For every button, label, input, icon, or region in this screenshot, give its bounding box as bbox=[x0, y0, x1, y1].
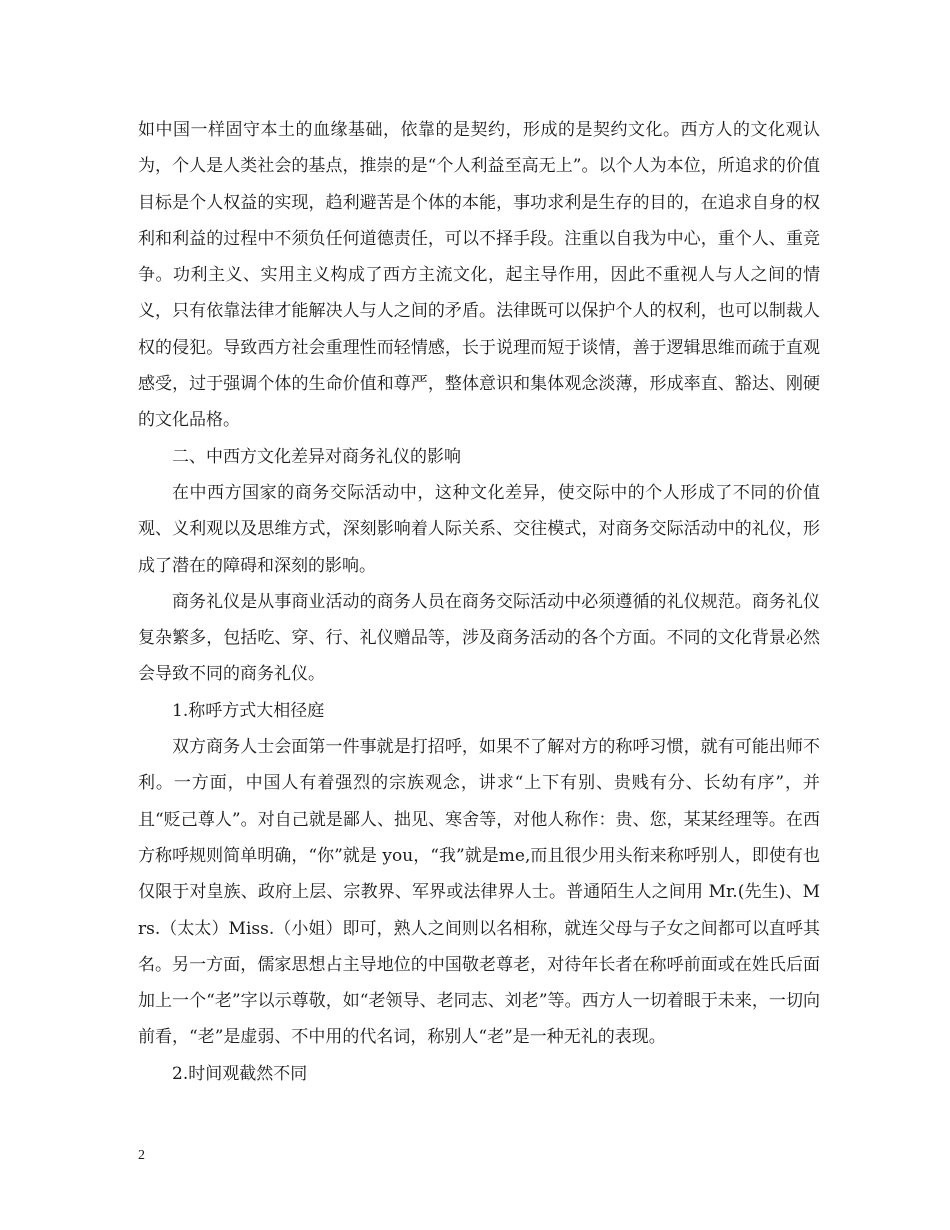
page-number: 2 bbox=[138, 1148, 145, 1163]
paragraph-continued: 如中国一样固守本土的血缘基础，依靠的是契约，形成的是契约文化。西方人的文化观认为，个人是人类社会的基点，推崇的是“个人利益至高无上”。以个人为本位，所追求的价值目标是个人权益的实现，趋利避苦是个体的本能，事功求利是生存的目的，在追求自身的权利和利益的过程中不须负任何道德责任，可以不择手段。注重以自我为中心，重个人、重竞争。功利主义、实用主义构成了西方主流文化，起主导作用，因此不重视人与人之间的情义，只有依靠法律才能解决人与人之间的矛盾。法律既可以保护个人的权利，也可以制裁人权的侵犯。导致西方社会重理性而轻情感，长于说理而短于谈情，善于逻辑思维而疏于直观感受，过于强调个体的生命价值和尊严，整体意识和集体观念淡薄，形成率直、豁达、刚硬的文化品格。 bbox=[138, 120, 820, 431]
paragraph: 在中西方国家的商务交际活动中，这种文化差异，使交际中的个人形成了不同的价值观、义利观以及思维方式，深刻影响着人际关系、交往模式，对商务交际活动中的礼仪，形成了潜在的障碍和深刻的影响。 bbox=[138, 482, 820, 576]
paragraph: 商务礼仪是从事商业活动的商务人员在商务交际活动中必须遵循的礼仪规范。商务礼仪复杂繁多，包括吃、穿、行、礼仪赠品等，涉及商务活动的各个方面。不同的文化背景必然会导致不同的商务礼仪。 bbox=[138, 591, 820, 685]
subsection-heading-2: 2.时间观截然不同 bbox=[172, 1063, 308, 1084]
paragraph: 双方商务人士会面第一件事就是打招呼，如果不了解对方的称呼习惯，就有可能出师不利。一方面，中国人有着强烈的宗族观念，讲求“上下有别、贵贱有分、长幼有序”，并且“贬己尊人”。对自己就是鄙人、拙见、寒舍等，对他人称作：贵、您，某某经理等。在西方称呼规则简单明确，“你”就是 you，“我”就是me,而且很少用头衔来称呼别人，即使有也仅限于对皇族、政府上层、宗教界、军界或法律界人士。普通陌生人之间用 Mr.(先生)、Mrs.（太太）Miss.（小姐）即可，熟人之间则以名相称，就连父母与子女之间都可以直呼其名。另一方面，儒家思想占主导地位的中国敬老尊老，对待年长者在称呼前面或在姓氏后面加上一个“老”字以示尊敬，如“老领导、老同志、刘老”等。西方人一切着眼于未来，一切向前看，“老”是虚弱、不中用的代名词，称别人“老”是一种无礼的表现。 bbox=[138, 737, 820, 1048]
section-heading-2: 二、中西方文化差异对商务礼仪的影响 bbox=[172, 446, 461, 467]
document-body bbox=[138, 112, 820, 1092]
subsection-heading-1: 1.称呼方式大相径庭 bbox=[172, 700, 325, 721]
